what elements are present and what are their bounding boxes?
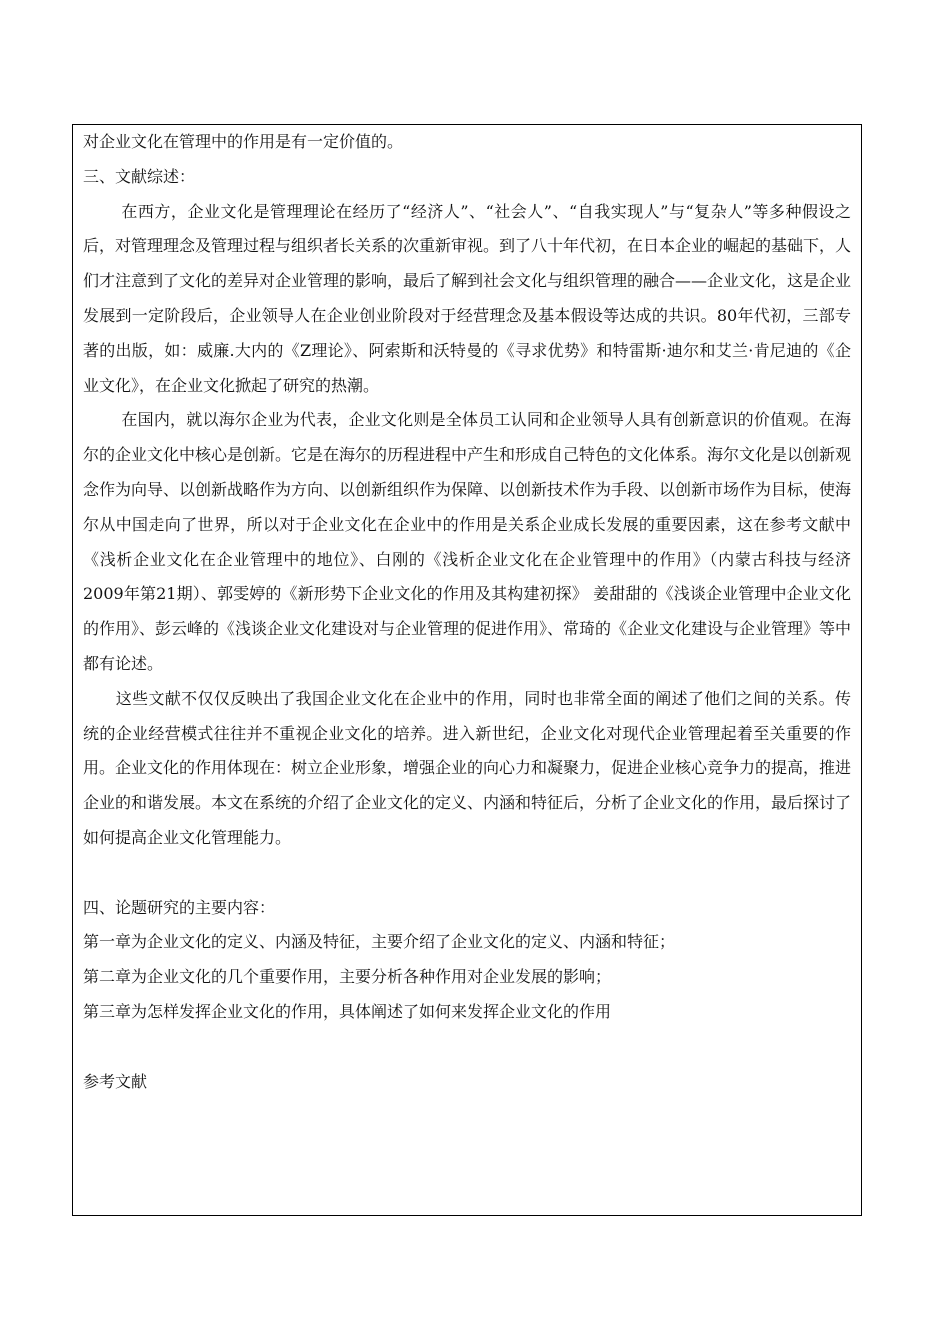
paragraph-summary: 这些文献不仅仅反映出了我国企业文化在企业中的作用，同时也非常全面的阐述了他们之间的关系。传统的企业经营模式往往并不重视企业文化的培养。进入新世纪，企业文化对现代企业管理起着至关重要的作用。企业文化的作用体现在：树立企业形象，增强企业的向心力和凝聚力，促进企业核心竞争力的提高，推进企业的和谐发展。本文在系统的介绍了企业文化的定义、内涵和特征后，分析了企业文化的作用，最后探讨了如何提高企业文化管理能力。 — [83, 688, 852, 847]
chapter-item: 第二章为企业文化的几个重要作用，主要分析各种作用对企业发展的影响； — [83, 967, 612, 987]
section-heading-literature-review: 三、文献综述： — [83, 166, 196, 186]
document-body — [83, 125, 851, 1099]
paragraph-domestic-haier: 在国内，就以海尔企业为代表，企业文化则是全体员工认同和企业领导人具有创新意识的价值观。在海尔的企业文化中核心是创新。它是在海尔的历程进程中产生和形成自己特色的文化体系。海尔文化是以创新观念作为向导、以创新战略作为方向、以创新组织作为保障、以创新技术作为手段、以创新市场作为目标，使海尔从中国走向了世界，所以对于企业文化在企业中的作用是关系企业成长发展的重要因素，这在参考文献中《浅析企业文化在企业管理中的地位》、白刚的《浅析企业文化在企业管理中的作用》（内蒙古科技与经济2009年第21期）、郭雯婷的《新形势下企业文化的作用及其构建初探》 姜甜甜的《浅谈企业管理中企业文化的作用》、彭云峰的《浅谈企业文化建设对与企业管理的促进作用》、常琦的《企业文化建设与企业管理》等中都有论述。 — [83, 410, 852, 673]
spacer — [83, 856, 851, 891]
section-heading-main-content: 四、论题研究的主要内容： — [83, 897, 276, 917]
chapter-item: 第三章为怎样发挥企业文化的作用，具体阐述了如何来发挥企业文化的作用 — [83, 1001, 612, 1021]
chapter-item: 第一章为企业文化的定义、内涵及特征，主要介绍了企业文化的定义、内涵和特征； — [83, 932, 676, 952]
intro-line: 对企业文化在管理中的作用是有一定价值的。 — [83, 132, 404, 151]
paragraph-western-background: 在西方，企业文化是管理理论在经历了“经济人”、“社会人”、“自我实现人”与“复杂人”等多种假设之后，对管理理念及管理过程与组织者长关系的次重新审视。到了八十年代初，在日本企业的崛起的基础下，人们才注意到了文化的差异对企业管理的影响，最后了解到社会文化与组织管理的融合——企业文化，这是企业发展到一定阶段后，企业领导人在企业创业阶段对于经营理念及基本假设等达成的共识。80年代初，三部专著的出版，如：威廉.大内的《Z理论》、阿索斯和沃特曼的《寻求优势》和特雷斯·迪尔和艾兰·肯尼迪的《企业文化》，在企业文化掀起了研究的热潮。 — [83, 201, 852, 395]
references-heading: 参考文献 — [83, 1071, 148, 1091]
document-table-cell — [72, 124, 862, 1216]
spacer — [83, 1030, 851, 1065]
